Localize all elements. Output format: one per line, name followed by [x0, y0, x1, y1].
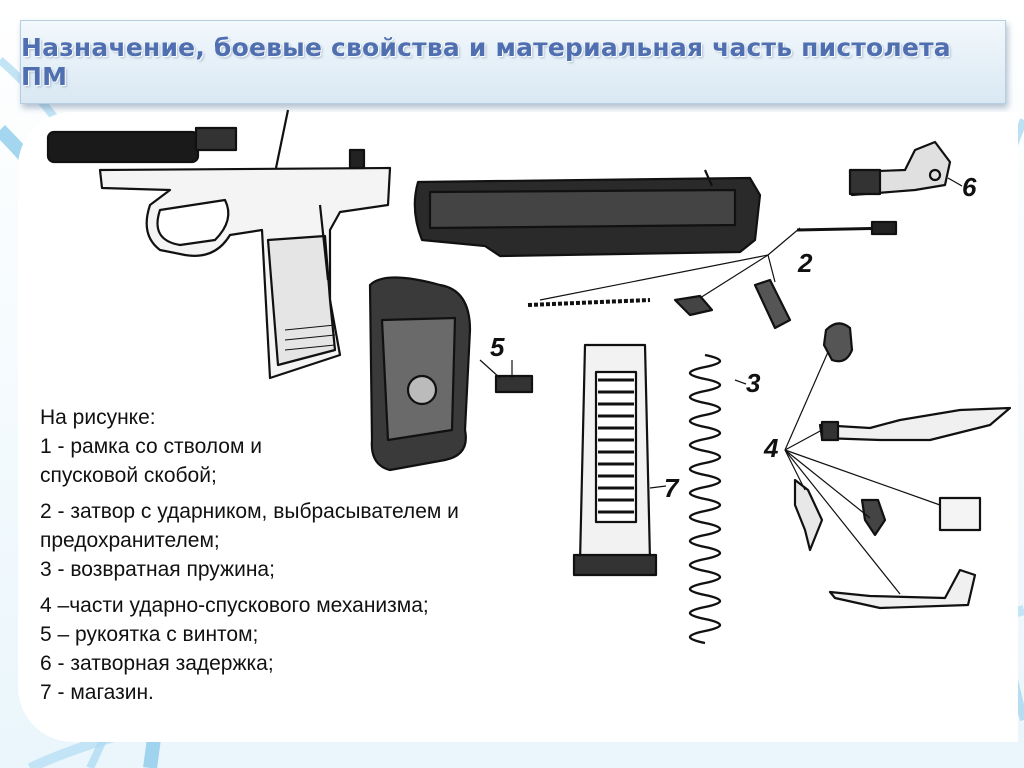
legend-item: спусковой скобой;: [40, 464, 217, 487]
legend-heading: На рисунке:: [40, 406, 156, 429]
legend-item: 1 - рамка со стволом и: [40, 435, 262, 458]
legend-item: 3 - возвратная пружина;: [40, 558, 275, 581]
frame-with-barrel-drawing: [48, 110, 390, 378]
legend-item: 2 - затвор с ударником, выбрасывателем и: [40, 500, 459, 523]
callout-5: 5: [490, 332, 505, 362]
legend-item: 6 - затворная задержка;: [40, 652, 274, 675]
callout-3: 3: [746, 368, 761, 398]
magazine-drawing: [574, 345, 666, 575]
recoil-spring-drawing: [690, 355, 746, 643]
slide-title: Назначение, боевые свойства и материальная часть пистолета ПМ: [21, 33, 951, 91]
legend: [40, 403, 580, 707]
legend-item: предохранителем;: [40, 529, 220, 552]
legend-item: 7 - магазин.: [40, 681, 154, 704]
legend-item: 4 –части ударно-спускового механизма;: [40, 594, 429, 617]
callout-6: 6: [962, 172, 977, 202]
legend-item: 5 – рукоятка с винтом;: [40, 623, 259, 646]
trigger-mechanism-parts-drawing: [785, 323, 1010, 608]
slide-drawing: [415, 170, 760, 256]
callout-4: 4: [764, 433, 779, 463]
slide-stop-drawing: [850, 142, 962, 195]
callout-7: 7: [664, 473, 679, 503]
callout-2: 2: [798, 248, 813, 278]
